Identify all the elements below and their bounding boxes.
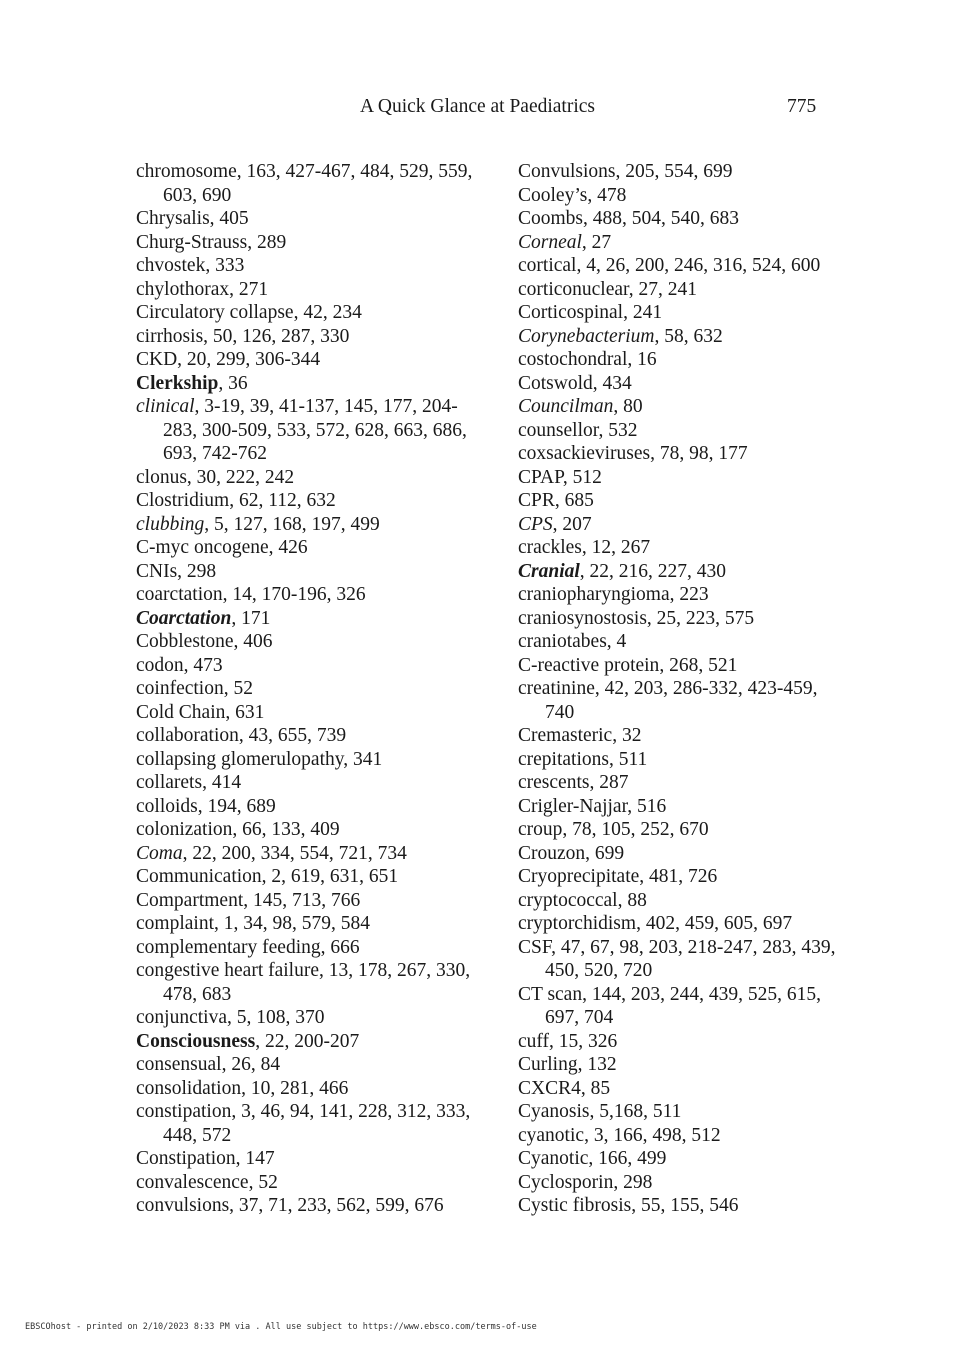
index-term: Cyclosporin	[518, 1171, 614, 1193]
index-entry	[518, 1077, 848, 1101]
index-page-refs: , 25, 223, 575	[646, 607, 755, 629]
index-term: Coma	[136, 842, 183, 864]
index-term: CKD	[136, 349, 178, 370]
index-page-refs: , 22, 216, 227, 430	[579, 560, 727, 582]
index-page-refs: , 85	[580, 1077, 611, 1099]
index-entry	[136, 348, 476, 372]
index-page-refs: , 2, 619, 631, 651	[261, 866, 399, 887]
index-entry	[518, 207, 848, 231]
index-term: Constipation	[136, 1148, 236, 1169]
index-entry	[518, 513, 848, 537]
index-term: Cystic fibrosis	[518, 1195, 632, 1216]
index-term: colonization	[136, 819, 233, 840]
index-term: clonus	[136, 466, 187, 488]
index-term: conjunctiva	[136, 1007, 227, 1028]
index-page-refs: , 132	[577, 1054, 617, 1075]
index-entry	[518, 630, 848, 654]
index-page-refs: , 473	[183, 654, 223, 676]
index-page-refs: , 298	[613, 1171, 653, 1193]
index-entry	[518, 748, 848, 772]
index-term: clinical	[136, 396, 195, 417]
index-entry	[136, 560, 476, 584]
index-page-refs: , 20, 299, 306-344	[177, 349, 321, 370]
index-column-left	[136, 160, 476, 1218]
index-page-refs: , 171	[231, 607, 271, 629]
index-term: craniosynostosis	[518, 607, 647, 629]
index-column-right	[518, 160, 848, 1218]
index-entry	[136, 1171, 476, 1195]
index-entry	[518, 442, 848, 466]
index-term: coinfection	[136, 678, 224, 699]
index-term: CPR	[518, 490, 555, 511]
index-term: consolidation	[136, 1077, 242, 1099]
index-page-refs: , 78, 98, 177	[650, 443, 748, 464]
index-term: crackles	[518, 537, 582, 558]
index-page-refs: , 414	[202, 772, 242, 793]
index-entry	[518, 466, 848, 490]
index-term: Cobblestone	[136, 631, 234, 652]
index-term: CPS	[518, 513, 553, 535]
index-term: Curling	[518, 1054, 578, 1075]
index-page-refs: , 516	[627, 795, 667, 817]
index-page-refs: , 13, 178, 267, 330, 478, 683	[163, 960, 471, 1005]
index-entry	[136, 607, 476, 631]
index-entry	[136, 160, 476, 207]
index-term: chvostek	[136, 255, 206, 276]
index-page-refs: , 631	[225, 701, 265, 723]
index-term: Convulsions	[518, 161, 616, 182]
index-entry	[136, 1077, 476, 1101]
index-term: Communication	[136, 866, 262, 887]
index-term: Crigler-Najjar	[518, 795, 628, 817]
index-entry	[136, 1100, 476, 1147]
index-page-refs: , 478	[587, 184, 627, 206]
index-page-refs: , 4	[606, 631, 627, 652]
index-term: Clerkship	[136, 372, 219, 394]
page-number: 775	[787, 96, 817, 117]
index-entry	[518, 889, 848, 913]
index-entry	[518, 419, 848, 443]
index-entry	[518, 865, 848, 889]
index-entry	[518, 348, 848, 372]
index-page-refs: , 1, 34, 98, 579, 584	[213, 913, 370, 934]
index-term: collaboration	[136, 725, 239, 746]
index-term: Cyanosis	[518, 1101, 590, 1122]
index-page-refs: , 55, 155, 546	[631, 1195, 739, 1216]
index-term: croup	[518, 819, 563, 840]
ebsco-footer-notice: EBSCOhost - printed on 2/10/2023 8:33 PM via . All use subject to https://www.ebsco.com/terms-of-use	[25, 1322, 537, 1332]
index-page-refs: , 205, 554, 699	[615, 161, 733, 182]
index-term: chylothorax	[136, 278, 230, 300]
index-page-refs: , 166, 499	[588, 1148, 667, 1169]
index-entry	[518, 912, 848, 936]
index-page-refs: , 80	[613, 396, 643, 417]
index-term: Cotswold	[518, 372, 593, 394]
index-term: Crouzon	[518, 842, 586, 864]
index-term: CXCR4	[518, 1077, 581, 1099]
index-entry	[136, 583, 476, 607]
index-term: Consciousness	[136, 1030, 256, 1052]
index-term: clubbing	[136, 513, 205, 535]
index-term: cuff	[518, 1030, 550, 1052]
index-term: collarets	[136, 772, 203, 793]
index-entry	[136, 325, 476, 349]
index-page-refs: , 36	[218, 372, 248, 394]
index-page-refs: , 58, 632	[654, 325, 723, 347]
index-entry	[136, 1006, 476, 1030]
index-page-refs: , 42, 203, 286-332, 423-459, 740	[545, 678, 818, 723]
index-page-refs: , 5,168, 511	[589, 1101, 682, 1122]
index-term: Cremasteric	[518, 725, 613, 746]
index-term: CSF	[518, 936, 552, 958]
index-page-refs: , 685	[554, 490, 594, 511]
index-term: Clostridium	[136, 490, 230, 511]
index-page-refs: , 163, 427-467, 484, 529, 559, 603, 690	[163, 161, 473, 206]
index-term: codon	[136, 654, 184, 676]
index-page-refs: , 27	[581, 231, 612, 253]
index-entry	[518, 1100, 848, 1124]
index-page-refs: , 405	[209, 208, 249, 229]
index-term: convulsions	[136, 1195, 230, 1216]
index-term: Cooley’s	[518, 184, 588, 206]
index-entry	[136, 278, 476, 302]
index-entry	[136, 254, 476, 278]
index-entry	[136, 771, 476, 795]
index-term: crepitations	[518, 748, 609, 770]
index-entry	[518, 560, 848, 584]
index-entry	[136, 701, 476, 725]
index-entry	[518, 1171, 848, 1195]
index-page-refs: , 26, 84	[221, 1054, 281, 1075]
page-header-title: A Quick Glance at Paediatrics	[360, 96, 595, 117]
index-entry	[136, 912, 476, 936]
index-term: colloids	[136, 795, 198, 817]
index-entry	[518, 1124, 848, 1148]
index-page-refs: , 88	[617, 889, 647, 911]
index-term: Councilman	[518, 396, 614, 417]
index-term: Coombs	[518, 208, 584, 229]
index-entry	[136, 748, 476, 772]
index-term: CPAP	[518, 466, 563, 488]
index-term: cirrhosis	[136, 325, 204, 347]
index-term: Chrysalis	[136, 208, 210, 229]
index-page-refs: , 66, 133, 409	[232, 819, 340, 840]
index-term: constipation	[136, 1101, 232, 1122]
index-term: complaint	[136, 913, 214, 934]
index-term: Cold Chain	[136, 701, 226, 723]
index-entry	[136, 301, 476, 325]
index-page-refs: , 10, 281, 466	[241, 1077, 349, 1099]
index-entry	[136, 865, 476, 889]
index-page-refs: , 666	[320, 936, 360, 958]
index-entry	[136, 1194, 476, 1218]
index-entry	[518, 936, 848, 983]
index-entry	[518, 842, 848, 866]
index-term: chromosome	[136, 161, 237, 182]
index-page-refs: , 699	[585, 842, 625, 864]
index-page-refs: , 298	[177, 560, 217, 582]
index-term: cryptococcal	[518, 889, 618, 911]
index-entry	[518, 1147, 848, 1171]
index-page-refs: , 147	[235, 1148, 275, 1169]
index-page-refs: , 22, 200, 334, 554, 721, 734	[182, 842, 407, 864]
index-entry	[136, 1147, 476, 1171]
index-page-refs: , 4, 26, 200, 246, 316, 524, 600	[576, 255, 821, 276]
index-page-refs: , 14, 170-196, 326	[222, 584, 366, 605]
index-page-refs: , 333	[205, 255, 245, 276]
index-term: congestive heart failure	[136, 960, 319, 981]
index-page-refs: , 3, 166, 498, 512	[584, 1124, 721, 1146]
index-entry	[518, 983, 848, 1030]
index-page-refs: , 268, 521	[659, 654, 738, 676]
index-term: crescents	[518, 772, 590, 793]
index-entry	[518, 372, 848, 396]
index-page-refs: , 207	[552, 513, 592, 535]
index-entry	[518, 607, 848, 631]
index-entry	[136, 513, 476, 537]
index-entry	[518, 1194, 848, 1218]
index-page-refs: , 16	[627, 349, 657, 370]
index-term: coarctation	[136, 584, 223, 605]
index-entry	[518, 677, 848, 724]
index-entry	[136, 630, 476, 654]
index-term: C-reactive protein	[518, 654, 660, 676]
index-page-refs: , 62, 112, 632	[229, 490, 336, 511]
index-page-refs: , 406	[233, 631, 273, 652]
index-term: Cyanotic	[518, 1148, 589, 1169]
index-page-refs: , 194, 689	[197, 795, 276, 817]
index-entry	[136, 207, 476, 231]
index-entry	[518, 395, 848, 419]
index-entry	[136, 1030, 476, 1054]
index-page-refs: , 78, 105, 252, 670	[562, 819, 709, 840]
index-page-refs: , 271	[229, 278, 269, 300]
index-term: complementary feeding	[136, 936, 321, 958]
index-page-refs: , 532	[598, 419, 638, 441]
index-page-refs: , 511	[608, 748, 648, 770]
index-entry	[136, 842, 476, 866]
index-page-refs: , 145, 713, 766	[243, 889, 361, 911]
index-entry	[518, 278, 848, 302]
index-entry	[136, 466, 476, 490]
index-entry	[518, 301, 848, 325]
index-page-refs: , 37, 71, 233, 562, 599, 676	[229, 1195, 444, 1216]
index-page-refs: , 341	[343, 748, 383, 770]
index-entry	[518, 654, 848, 678]
index-term: convalescence	[136, 1171, 249, 1193]
index-term: cortical	[518, 255, 577, 276]
index-term: C-myc oncogene	[136, 537, 269, 558]
index-entry	[518, 724, 848, 748]
index-entry	[136, 959, 476, 1006]
index-term: corticonuclear	[518, 278, 629, 300]
index-entry	[518, 536, 848, 560]
index-page-refs: , 426	[268, 537, 308, 558]
index-page-refs: , 30, 222, 242	[186, 466, 295, 488]
index-page-refs: , 47, 67, 98, 203, 218-247, 283, 439, 450, 520, 720	[545, 936, 836, 981]
index-entry	[518, 325, 848, 349]
index-term: creatinine	[518, 678, 595, 699]
index-entry	[136, 795, 476, 819]
index-term: CNIs	[136, 560, 178, 582]
index-entry	[136, 677, 476, 701]
index-entry	[136, 724, 476, 748]
index-page-refs: , 223	[669, 584, 709, 605]
index-term: craniopharyngioma	[518, 584, 670, 605]
index-page-refs: , 43, 655, 739	[238, 725, 347, 746]
index-term: costochondral	[518, 349, 628, 370]
index-term: Corynebacterium	[518, 325, 655, 347]
index-page-refs: , 52	[223, 678, 253, 699]
index-entry	[518, 795, 848, 819]
index-term: Cranial	[518, 560, 580, 582]
index-entry	[518, 254, 848, 278]
index-page-refs: , 287	[589, 772, 629, 793]
index-page-refs: , 144, 203, 244, 439, 525, 615, 697, 704	[545, 983, 821, 1028]
index-term: cryptorchidism	[518, 913, 637, 934]
index-page-refs: , 52	[248, 1171, 278, 1193]
index-entry	[518, 1053, 848, 1077]
index-page-refs: , 241	[623, 302, 663, 323]
index-entry	[518, 160, 848, 184]
index-term: Churg-Strauss	[136, 231, 248, 253]
index-term: coxsackieviruses	[518, 443, 651, 464]
index-page-refs: , 27, 241	[628, 278, 697, 300]
index-entry	[136, 1053, 476, 1077]
index-term: Cryoprecipitate	[518, 866, 640, 887]
index-term: counsellor	[518, 419, 599, 441]
index-page-refs: , 32	[612, 725, 642, 746]
index-entry	[136, 818, 476, 842]
index-page-refs: , 12, 267	[581, 537, 651, 558]
index-page-refs: , 512	[562, 466, 602, 488]
index-page-refs: , 3-19, 39, 41-137, 145, 177, 204-283, 300-509, 533, 572, 628, 663, 686, 693, 742-762	[163, 396, 467, 464]
index-page-refs: , 42, 234	[293, 302, 362, 323]
index-page-refs: , 3, 46, 94, 141, 228, 312, 333, 448, 572	[163, 1101, 471, 1146]
index-entry	[136, 536, 476, 560]
index-entry	[518, 818, 848, 842]
index-term: Coarctation	[136, 607, 232, 629]
index-entry	[136, 231, 476, 255]
index-page-refs: , 15, 326	[549, 1030, 618, 1052]
index-entry	[518, 489, 848, 513]
index-term: Circulatory collapse	[136, 302, 294, 323]
index-entry	[136, 395, 476, 466]
index-entry	[518, 771, 848, 795]
index-entry	[136, 889, 476, 913]
index-page-refs: , 5, 108, 370	[226, 1007, 325, 1028]
index-page-refs: , 5, 127, 168, 197, 499	[204, 513, 380, 535]
index-page-refs: , 434	[592, 372, 632, 394]
index-entry	[136, 372, 476, 396]
index-page-refs: , 50, 126, 287, 330	[203, 325, 350, 347]
index-term: Corticospinal	[518, 302, 624, 323]
index-term: collapsing glomerulopathy	[136, 748, 344, 770]
index-term: Corneal	[518, 231, 582, 253]
index-entry	[136, 654, 476, 678]
index-page-refs: , 289	[247, 231, 287, 253]
index-entry	[518, 184, 848, 208]
index-term: craniotabes	[518, 631, 607, 652]
index-page-refs: , 488, 504, 540, 683	[583, 208, 740, 229]
index-page-refs: , 481, 726	[639, 866, 718, 887]
index-entry	[518, 1030, 848, 1054]
index-entry	[518, 583, 848, 607]
index-entry	[136, 936, 476, 960]
index-term: Compartment	[136, 889, 244, 911]
index-term: cyanotic	[518, 1124, 585, 1146]
index-entry	[518, 231, 848, 255]
index-page-refs: , 22, 200-207	[255, 1030, 360, 1052]
index-page-refs: , 402, 459, 605, 697	[636, 913, 793, 934]
index-term: consensual	[136, 1054, 222, 1075]
index-term: CT scan	[518, 983, 583, 1005]
index-entry	[136, 489, 476, 513]
